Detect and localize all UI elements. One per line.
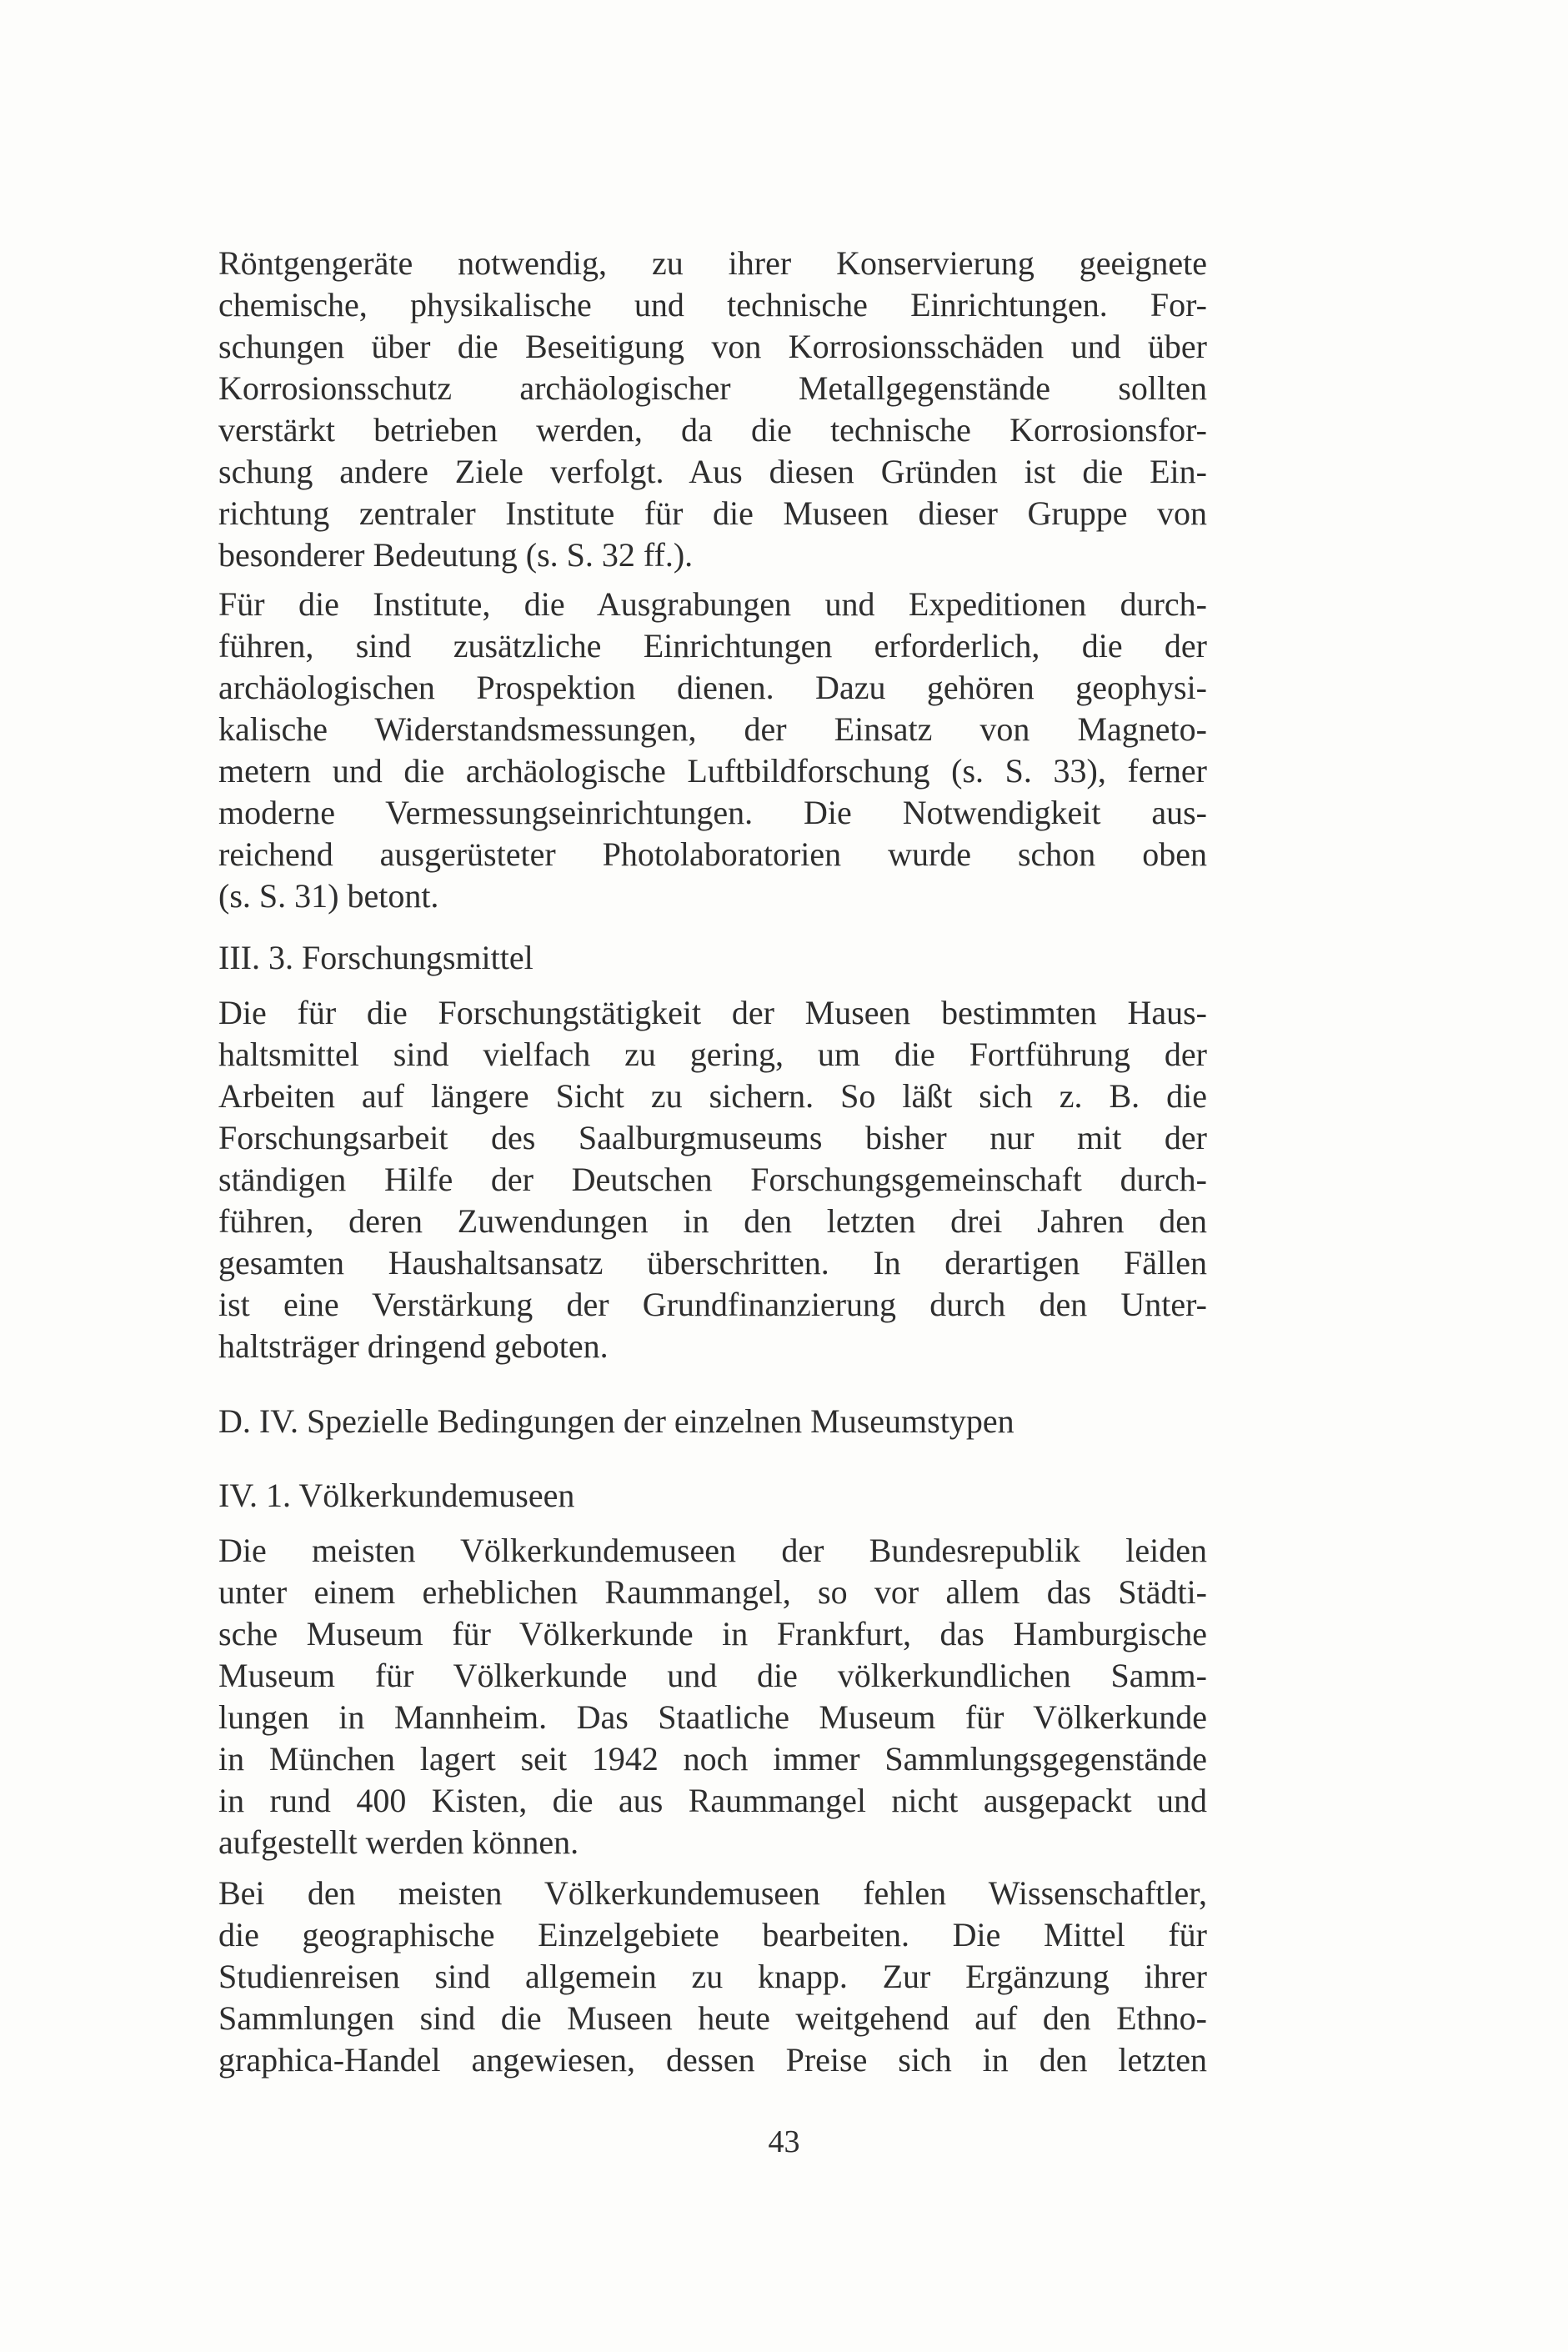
- section-heading-ethnology-museums: IV. 1. Völkerkundemuseen: [218, 1477, 575, 1514]
- text-line: lungen in Mannheim. Das Staatliche Museum für Völkerkunde: [218, 1698, 1207, 1736]
- text-line: Museum für Völkerkunde und die völkerkundlichen Samm-: [218, 1657, 1207, 1694]
- text-line: Arbeiten auf längere Sicht zu sichern. So läßt sich z. B. die: [218, 1077, 1207, 1115]
- text-line: verstärkt betrieben werden, da die technische Korrosionsfor-: [218, 411, 1207, 449]
- paragraph-space-shortage: [218, 1530, 1207, 1863]
- text-line: Die für die Forschungstätigkeit der Museen bestimmten Haus-: [218, 994, 1207, 1031]
- text-line: Bei den meisten Völkerkundemuseen fehlen Wissenschaftler,: [218, 1874, 1207, 1912]
- text-line: in rund 400 Kisten, die aus Raummangel nicht ausgepackt und: [218, 1782, 1207, 1819]
- text-line: kalische Widerstandsmessungen, der Einsatz von Magneto-: [218, 710, 1207, 748]
- paragraph-funds: [218, 992, 1207, 1367]
- section-heading-research-funds: III. 3. Forschungsmittel: [218, 939, 534, 976]
- paragraph-conservation: [218, 243, 1207, 576]
- text-line: die geographische Einzelgebiete bearbeiten. Die Mittel für: [218, 1916, 1207, 1953]
- text-line: führen, sind zusätzliche Einrichtungen erforderlich, die der: [218, 627, 1207, 664]
- text-line: ist eine Verstärkung der Grundfinanzierung durch den Unter-: [218, 1286, 1207, 1323]
- text-line: schung andere Ziele verfolgt. Aus diesen Gründen ist die Ein-: [218, 453, 1207, 490]
- text-line: moderne Vermessungseinrichtungen. Die Notwendigkeit aus-: [218, 794, 1207, 831]
- text-line: schungen über die Beseitigung von Korrosionsschäden und über: [218, 328, 1207, 365]
- text-line: führen, deren Zuwendungen in den letzten drei Jahren den: [218, 1202, 1207, 1240]
- paragraph-prospection: [218, 584, 1207, 917]
- paragraph-scientists: [218, 1873, 1207, 2081]
- text-line: chemische, physikalische und technische Einrichtungen. For-: [218, 286, 1207, 323]
- text-line: sche Museum für Völkerkunde in Frankfurt, das Hamburgische: [218, 1615, 1207, 1652]
- text-line: aufgestellt werden können.: [218, 1823, 579, 1861]
- text-line: Röntgengeräte notwendig, zu ihrer Konservierung geeignete: [218, 244, 1207, 282]
- text-line: Für die Institute, die Ausgrabungen und Expeditionen durch-: [218, 585, 1207, 623]
- text-line: Sammlungen sind die Museen heute weitgehend auf den Ethno-: [218, 1999, 1207, 2037]
- text-line: in München lagert seit 1942 noch immer Sammlungsgegenstände: [218, 1740, 1207, 1778]
- text-line: haltsmittel sind vielfach zu gering, um die Fortführung der: [218, 1036, 1207, 1073]
- text-line: haltsträger dringend geboten.: [218, 1327, 609, 1365]
- text-line: gesamten Haushaltsansatz überschritten. In derartigen Fällen: [218, 1244, 1207, 1281]
- chapter-heading-special-conditions: D. IV. Spezielle Bedingungen der einzelnen Museumstypen: [218, 1402, 1014, 1440]
- text-line: graphica-Handel angewiesen, dessen Preise sich in den letzten: [218, 2041, 1207, 2079]
- text-line: unter einem erheblichen Raummangel, so vor allem das Städti-: [218, 1573, 1207, 1611]
- text-line: Die meisten Völkerkundemuseen der Bundesrepublik leiden: [218, 1532, 1207, 1569]
- text-line: archäologischen Prospektion dienen. Dazu gehören geophysi-: [218, 669, 1207, 706]
- text-line: metern und die archäologische Luftbildforschung (s. S. 33), ferner: [218, 752, 1207, 790]
- text-line: richtung zentraler Institute für die Museen dieser Gruppe von: [218, 494, 1207, 532]
- text-line: (s. S. 31) betont.: [218, 877, 439, 915]
- text-line: besonderer Bedeutung (s. S. 32 ff.).: [218, 536, 694, 574]
- text-line: ständigen Hilfe der Deutschen Forschungsgemeinschaft durch-: [218, 1161, 1207, 1198]
- text-line: Forschungsarbeit des Saalburgmuseums bisher nur mit der: [218, 1119, 1207, 1156]
- text-line: reichend ausgerüsteter Photolaboratorien wurde schon oben: [218, 835, 1207, 873]
- text-line: Studienreisen sind allgemein zu knapp. Zur Ergänzung ihrer: [218, 1958, 1207, 1995]
- page-number: 43: [768, 2124, 800, 2159]
- text-line: Korrosionsschutz archäologischer Metallgegenstände sollten: [218, 369, 1207, 407]
